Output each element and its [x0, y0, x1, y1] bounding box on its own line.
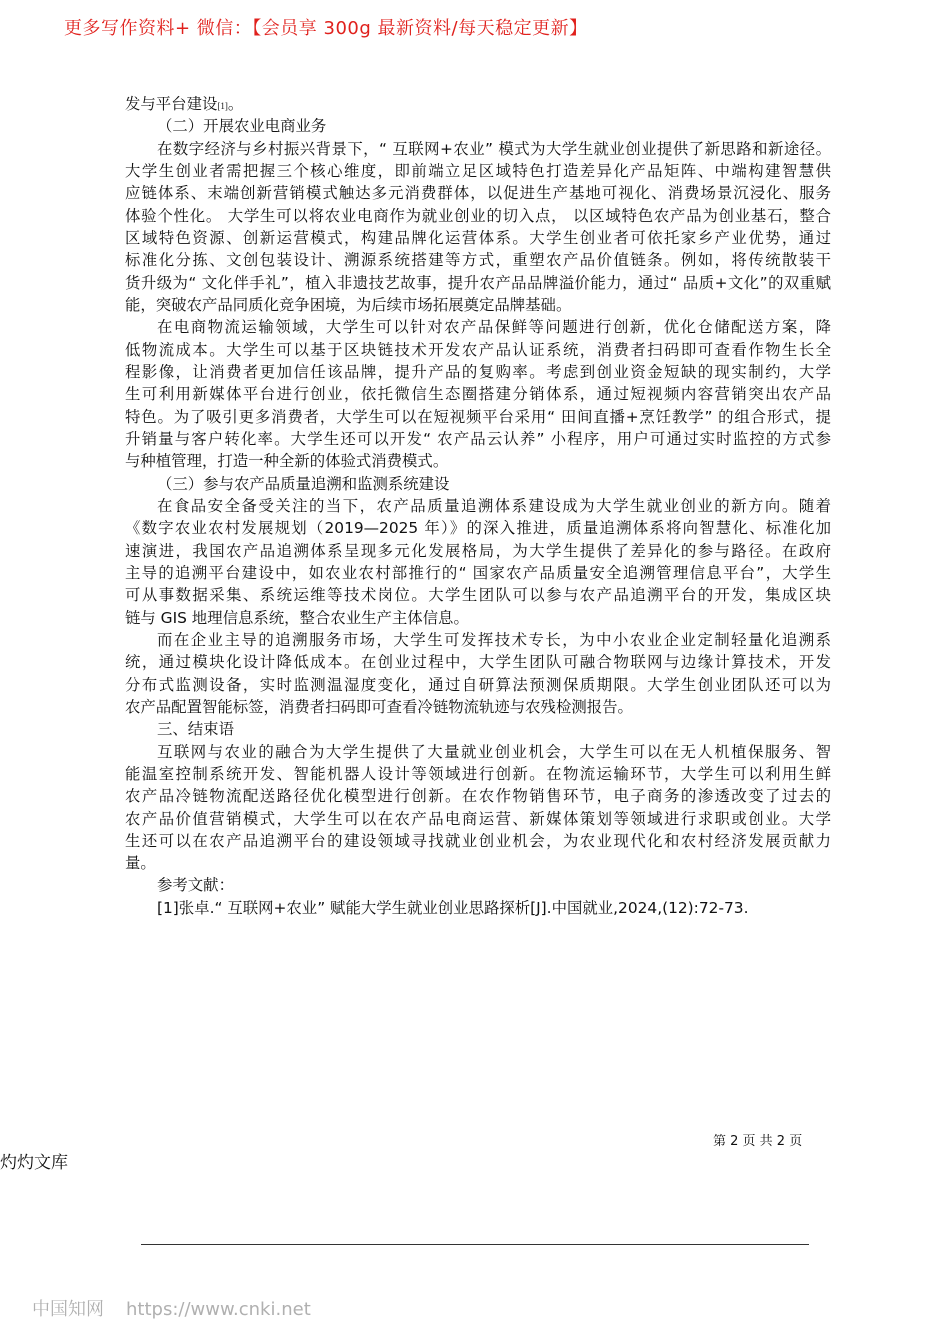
watermark-name: 中国知网 [32, 1299, 104, 1320]
text-line: 互联网与农业的融合为大学生提供了大量就业创业机会，大学生可以在无人机植保服务、智 [157, 742, 831, 761]
text-line: 统，通过模块化设计降低成本。在创业过程中，大学生团队可融合物联网与边缘计算技术，开发 [125, 653, 831, 672]
watermark-url: https://www.cnki.net [126, 1299, 311, 1320]
heading-or-line [125, 473, 831, 495]
text-line: 升销量与客户转化率。大学生还可以开发“ 农产品云认养” 小程序，用户可通过实时监控的方式参 [125, 429, 831, 448]
text-line: 程影像，让消费者更加信任该品牌，提升产品的复购率。考虑到创业资金短缺的现实制约，大学 [125, 362, 831, 381]
text-line: 而在企业主导的追溯服务市场，大学生可发挥技术专长，为中小农业企业定制轻量化追溯系 [157, 630, 831, 649]
heading-or-line [125, 897, 831, 919]
library-name: 灼灼文库 [0, 1153, 68, 1173]
text-line: 速演进，我国农产品追溯体系呈现多元化发展格局，为大学生提供了差异化的参与路径。在政府 [125, 541, 831, 560]
heading-or-line [125, 874, 831, 896]
text-line: 在食品安全备受关注的当下，农产品质量追溯体系建设成为大学生就业创业的新方向。随着 [157, 496, 831, 515]
continuation-end: 。 [227, 95, 244, 113]
text-line: 链与 GIS 地理信息系统，整合农业生产主体信息。 [125, 608, 469, 627]
paragraph [125, 138, 831, 317]
text-line: 可从事数据采集、系统运维等技术岗位。大学生团队可以参与农产品追溯平台的开发，集成区块 [125, 586, 831, 605]
page-number: 第 2 页 共 2 页 [713, 1134, 803, 1149]
heading-or-line [125, 718, 831, 740]
text-line: （二）开展农业电商业务 [157, 117, 327, 136]
text-line: [1]张卓.“ 互联网+农业” 赋能大学生就业创业思路探析[J].中国就业,2024,(12):72-73. [157, 898, 749, 917]
text-line: 农产品配置智能标签，消费者扫码即可查看冷链物流轨迹与农残检测报告。 [125, 697, 633, 716]
footer-divider [141, 1244, 809, 1245]
text-line: 货升级为“ 文化伴手礼”，植入非遗技艺故事，提升农产品品牌溢价能力，通过“ 品质+文化”的双重赋 [125, 273, 831, 292]
continuation-text: 发与平台建设 [125, 95, 218, 113]
paragraph [125, 316, 831, 472]
continuation-line [125, 93, 831, 115]
text-line: 能，突破农产品同质化竞争困境，为后续市场拓展奠定品牌基础。 [125, 295, 572, 314]
text-line: 大学生创业者需把握三个核心维度，即前端立足区域特色打造差异化产品矩阵、中端构建智慧供 [125, 161, 831, 180]
text-line: 体验个性化。 大学生可以将农业电商作为就业创业的切入点， 以区域特色农产品为创业基石，整合 [125, 206, 831, 225]
text-line: 特色。为了吸引更多消费者，大学生可以在短视频平台采用“ 田间直播+烹饪教学” 的组合形式，提 [125, 407, 831, 426]
text-line: 低物流成本。大学生可以基于区块链技术开发农产品认证系统，消费者扫码即可查看作物生长全 [125, 340, 831, 359]
promo-banner: 更多写作资料+ 微信：【会员享 300g 最新资料/每天稳定更新】 [64, 18, 588, 39]
text-line: 生可利用新媒体平台进行创业，依托微信生态圈搭建分销体系，通过短视频内容营销突出农产品 [125, 385, 831, 404]
text-line: 农产品价值营销模式，大学生可以在农产品电商运营、新媒体策划等领域进行求职或创业。大学 [125, 809, 831, 828]
paragraph [125, 495, 831, 629]
text-line: 《数字农业农村发展规划（2019—2025 年）》的深入推进，质量追溯体系将向智慧化、标准化加 [125, 519, 831, 538]
text-line: 生还可以在农产品追溯平台的建设领域寻找就业创业机会，为农业现代化和农村经济发展贡献力 [125, 831, 831, 850]
text-line: 参考文献： [157, 876, 234, 895]
text-line: 标准化分拣、文创包装设计、溯源系统搭建等方式，重塑农产品价值链条。例如，将传统散装干 [125, 251, 831, 270]
text-line: 农产品冷链物流配送路径优化模型进行创新。在农作物销售环节，电子商务的渗透改变了过去的 [125, 787, 831, 806]
text-line: 能温室控制系统开发、智能机器人设计等领域进行创新。在物流运输环节，大学生可以利用生鲜 [125, 764, 831, 783]
document-body [125, 93, 831, 919]
cnki-watermark [32, 1295, 333, 1321]
text-line: 与种植管理，打造一种全新的体验式消费模式。 [125, 452, 449, 471]
text-line: （三）参与农产品质量追溯和监测系统建设 [157, 474, 450, 493]
heading-or-line [125, 115, 831, 137]
text-line: 区域特色资源、创新运营模式，构建品牌化运营体系。大学生创业者可依托家乡产业优势，通过 [125, 228, 831, 247]
text-line: 在数字经济与乡村振兴背景下，“ 互联网+农业” 模式为大学生就业创业提供了新思路和新途径。 [157, 139, 831, 158]
text-line: 分布式监测设备，实时监测温湿度变化，通过自研算法预测保质期限。大学生创业团队还可以为 [125, 675, 831, 694]
citation-ref[interactable]: [1] [217, 101, 228, 111]
text-line: 在电商物流运输领域，大学生可以针对农产品保鲜等问题进行创新，优化仓储配送方案，降 [157, 318, 831, 337]
paragraph [125, 741, 831, 875]
text-line: 三、结束语 [157, 720, 234, 739]
text-line: 主导的追溯平台建设中，如农业农村部推行的“ 国家农产品质量安全追溯管理信息平台”，大学生 [125, 563, 831, 582]
text-line: 量。 [125, 854, 156, 873]
text-line: 应链体系、末端创新营销模式触达多元消费群体，以促进生产基地可视化、消费场景沉浸化、服务 [125, 184, 831, 203]
paragraph [125, 629, 831, 718]
